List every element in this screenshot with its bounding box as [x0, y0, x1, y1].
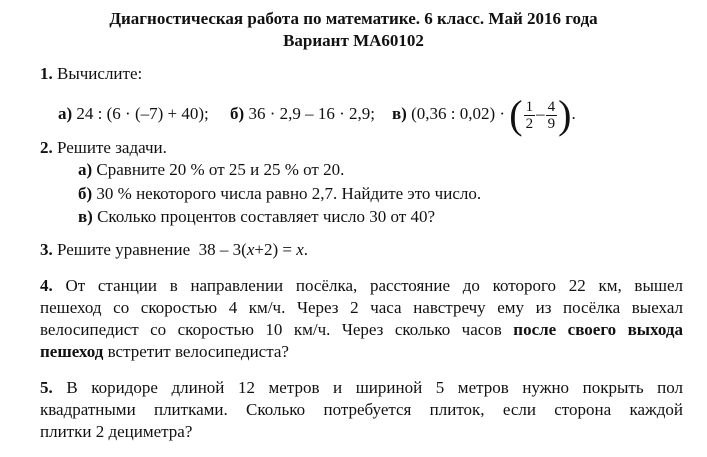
- task-2a: [78, 160, 344, 180]
- task-5-line: плитки 2 дециметра?: [40, 422, 193, 441]
- task-2c: [78, 207, 435, 227]
- task-4-line: 4. От станции в направлении посёлка, расстояние до которого 22 км, вышел: [40, 276, 684, 295]
- task-2-text: Решите задачи.: [57, 138, 167, 157]
- task-1b-expression: 36 · 2,9 – 16 · 2,9;: [248, 104, 375, 123]
- emphasis-text: пешеход: [40, 342, 104, 361]
- task-2b: [78, 184, 481, 204]
- task-2a-text: Сравните 20 % от 25 и 25 % от 20.: [96, 160, 345, 179]
- task-1b-label: б): [230, 104, 245, 123]
- task-2b-label: б): [78, 184, 93, 203]
- task-2-heading: [40, 138, 167, 158]
- task-5-line: 5. В коридоре длиной 12 метров и шириной 5 метров нужно покрыть пол: [40, 378, 683, 397]
- task-1c-end: .: [571, 104, 576, 123]
- task-3: [40, 240, 308, 260]
- task-3-number: 3.: [40, 240, 53, 259]
- variable-x: x: [246, 240, 255, 259]
- task-1c-expression: (0,36 : 0,02) ·: [411, 104, 506, 123]
- task-2a-label: а): [78, 160, 93, 179]
- task-2-number: 2.: [40, 138, 53, 157]
- task-1a-label: а): [58, 104, 73, 123]
- task-4: [40, 275, 683, 363]
- task-1-text: Вычислите:: [57, 64, 143, 83]
- fraction-one-half: $\frac{1}{2}$: [525, 98, 534, 132]
- task-2c-label: в): [78, 207, 93, 226]
- task-4-line: пешеход встретит велосипедиста?: [40, 342, 289, 361]
- task-5-line: квадратными плитками. Сколько потребуется плиток, если сторона каждой: [40, 400, 683, 419]
- task-4-line: пешеход со скоростью 4 км/ч. Через 2 часа навстречу ему из посёлка выехал: [40, 298, 683, 317]
- task-4-number: 4.: [40, 276, 53, 295]
- task-1-heading: [40, 64, 142, 84]
- open-paren: (: [509, 92, 523, 138]
- equation-end: .: [303, 240, 309, 259]
- variable-x: x: [296, 240, 304, 259]
- task-2b-text: 30 % некоторого числа равно 2,7. Найдите это число.: [96, 184, 482, 203]
- minus-sign: –: [536, 104, 545, 123]
- task-4-line: велосипедист со скоростью 10 км/ч. Через сколько часов после своего выхода: [40, 320, 684, 339]
- fraction-four-ninths: $\frac{4}{9}$: [547, 98, 556, 132]
- task-3-text: Решите уравнение: [57, 240, 191, 259]
- task-1-expressions: [58, 92, 576, 138]
- page-title: Диагностическая работа по математике. 6 класс. Май 2016 года: [109, 9, 598, 28]
- close-paren: ): [558, 92, 572, 138]
- equation-part: +2) =: [254, 240, 297, 259]
- task-1-number: 1.: [40, 64, 53, 83]
- task-1a-expression: 24 : (6 · (–7) + 40);: [76, 104, 209, 123]
- emphasis-text: после своего выхода: [513, 320, 684, 339]
- variant-title: Вариант МА60102: [283, 31, 424, 50]
- task-2c-text: Сколько процентов составляет число 30 от 40?: [97, 207, 436, 226]
- equation-part: 38 – 3(: [198, 240, 247, 259]
- task-5-number: 5.: [40, 378, 53, 397]
- task-1c-label: в): [391, 104, 407, 123]
- task-5: [40, 377, 683, 443]
